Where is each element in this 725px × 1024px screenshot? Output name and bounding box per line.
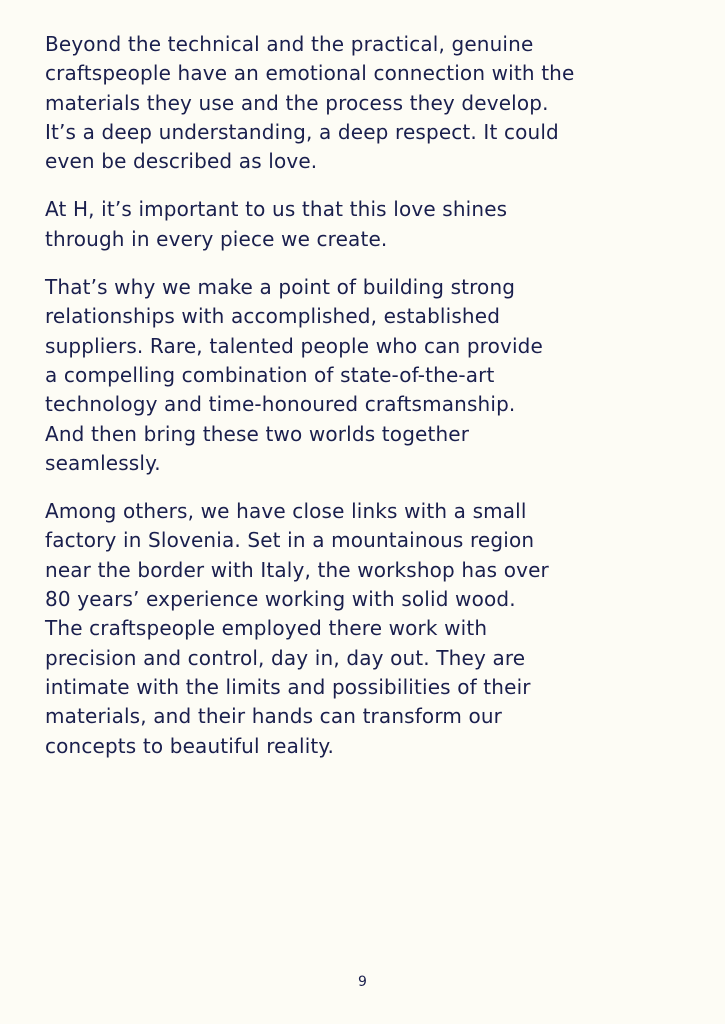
text-line: craftspeople have an emotional connection with the [45,61,575,86]
text-line: near the border with Italy, the workshop has over [45,557,549,582]
text-line: intimate with the limits and possibilities of their [45,674,531,699]
text-line: through in every piece we create. [45,226,388,251]
page-number: 9 [358,974,367,990]
text-line: And then bring these two worlds together [45,421,470,446]
text-line: materials they use and the process they develop. [45,90,549,115]
text-line: The craftspeople employed there work with [45,616,488,641]
text-line: Among others, we have close links with a small [45,499,527,524]
text-line: factory in Slovenia. Set in a mountainous region [45,528,535,553]
text-line: technology and time-honoured craftsmanship. [45,392,516,417]
paragraph-slovenia-factory [45,497,665,761]
text-line: At H, it’s important to us that this love shines [45,197,508,222]
text-line: suppliers. Rare, talented people who can provide [45,333,543,358]
text-line: That’s why we make a point of building strong [45,275,516,300]
text-line: 80 years’ experience working with solid wood. [45,587,516,612]
text-line: It’s a deep understanding, a deep respect. It could [45,119,559,144]
text-line: a compelling combination of state-of-the-art [45,362,495,387]
text-line: relationships with accomplished, established [45,304,501,329]
text-line: concepts to beautiful reality. [45,733,335,758]
text-line: materials, and their hands can transform our [45,704,503,729]
paragraph-love-shines [45,195,665,254]
body-text [45,30,665,780]
text-line: Beyond the technical and the practical, genuine [45,32,534,56]
text-line: even be described as love. [45,149,318,174]
paragraph-suppliers [45,273,665,478]
paragraph-emotional-connection [45,30,665,176]
text-line: seamlessly. [45,450,161,475]
text-line: precision and control, day in, day out. They are [45,645,526,670]
